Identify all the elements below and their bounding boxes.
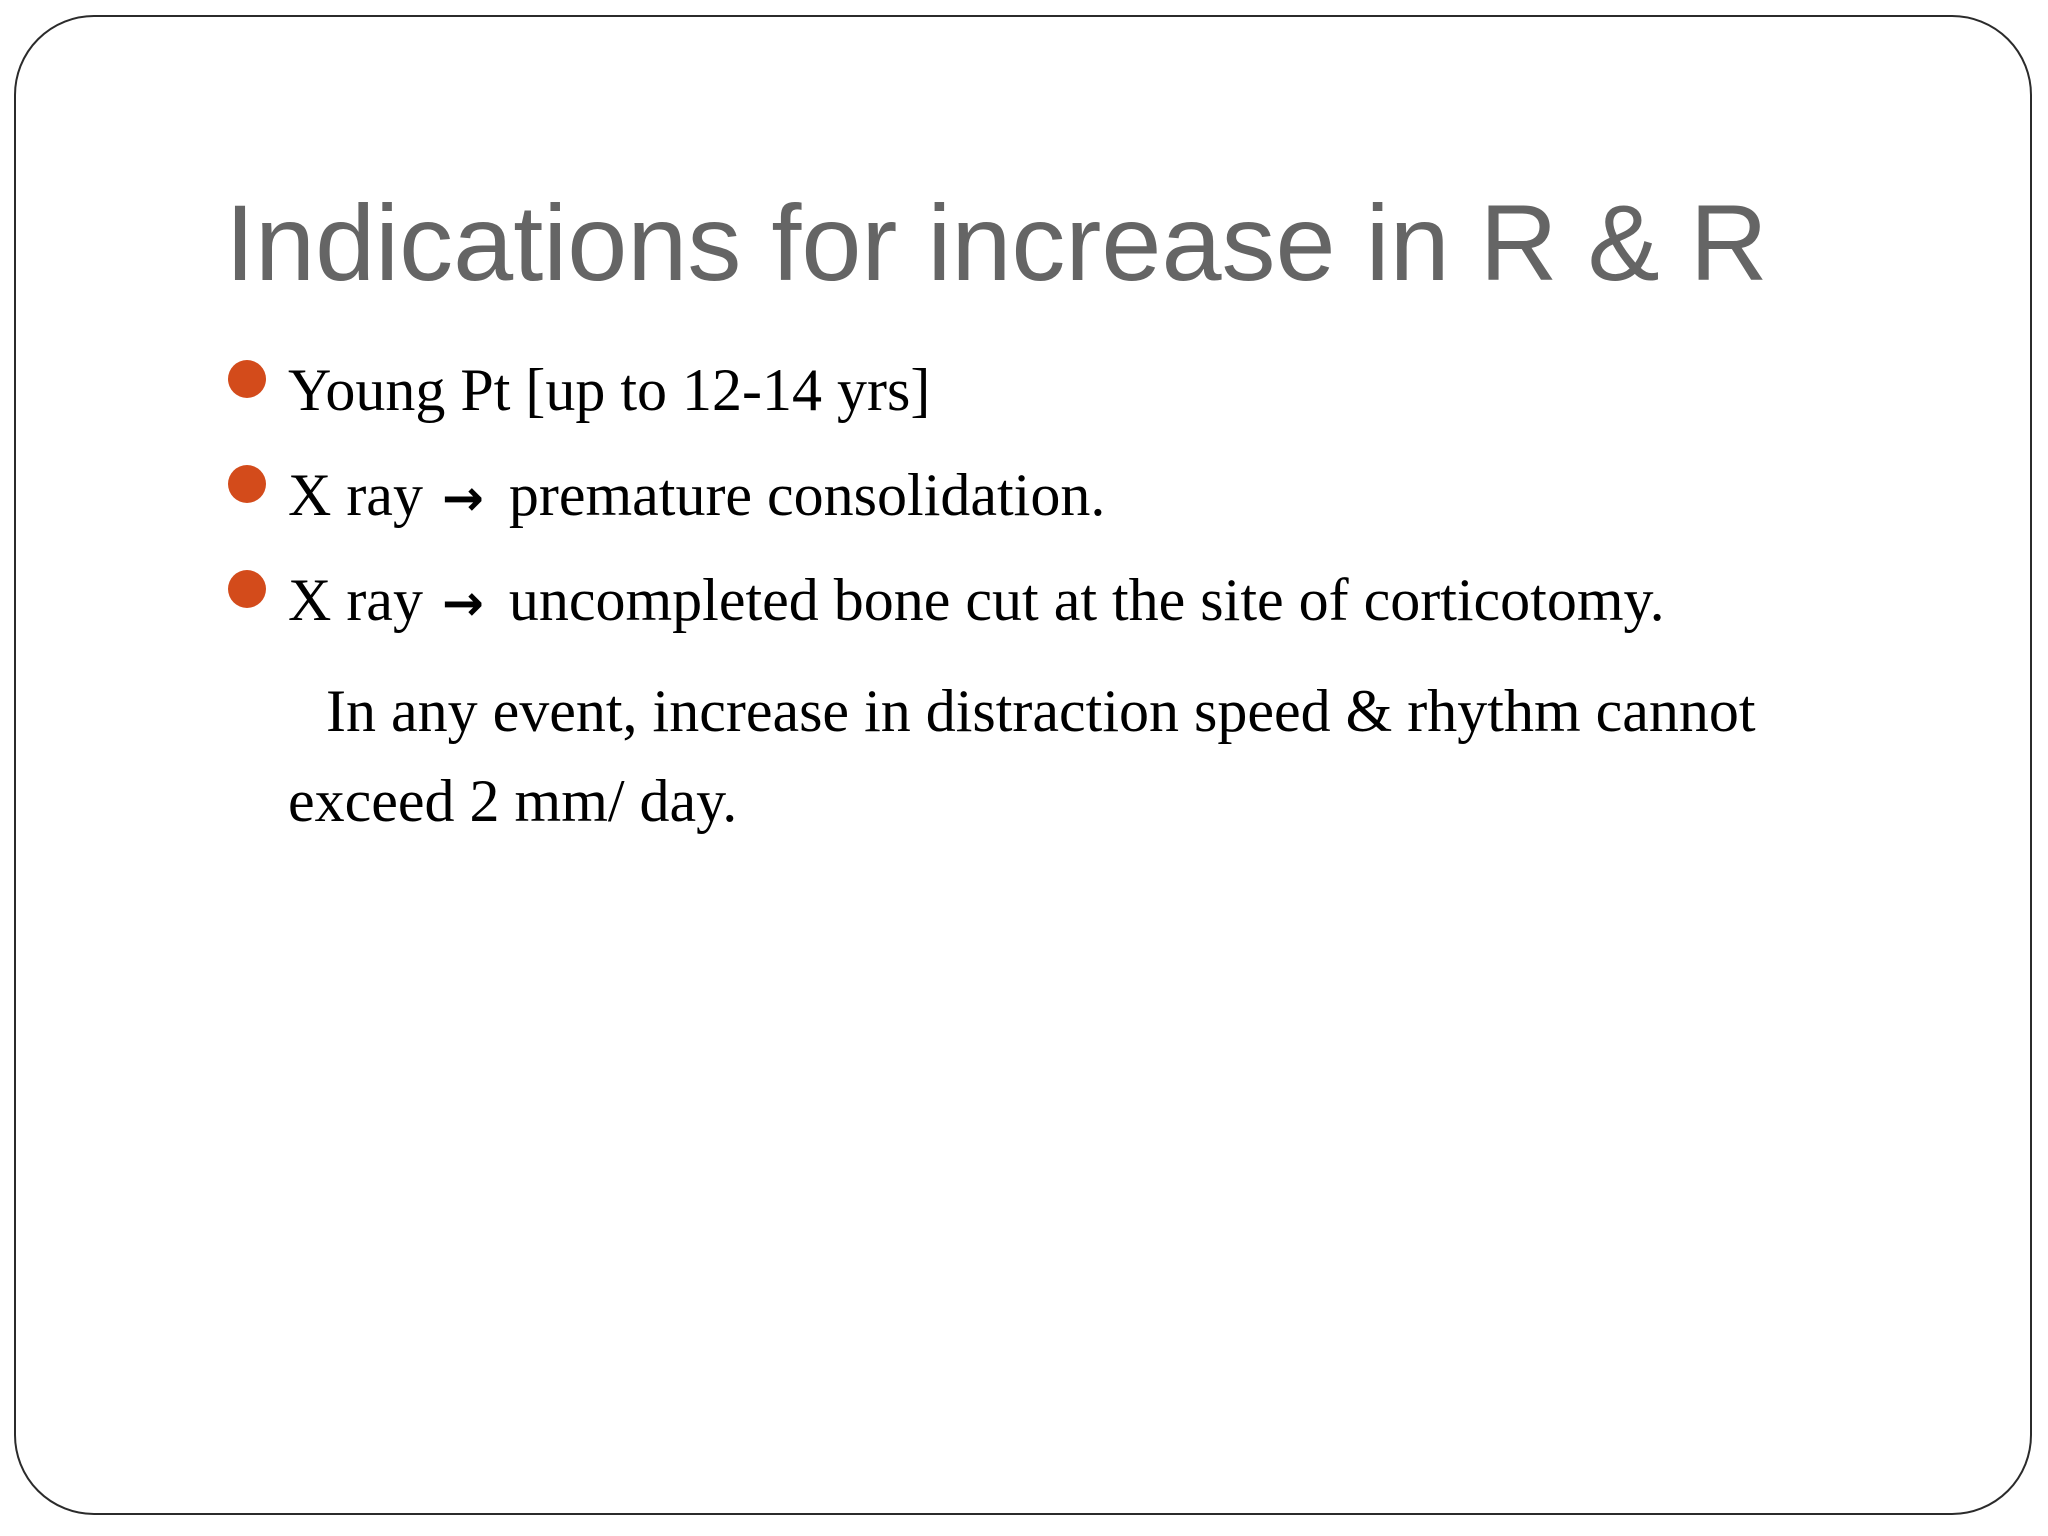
list-item: [226, 560, 1926, 665]
bullet-dot-icon: [228, 570, 266, 608]
bullet-dot-icon: [228, 465, 266, 503]
list-item: [226, 350, 1926, 455]
list-item: [226, 455, 1926, 560]
bullet-lead: Young Pt [up to 12-14 yrs]: [288, 357, 931, 423]
bullet-text: premature consolidation.: [508, 462, 1106, 528]
right-arrow-icon: →: [441, 574, 484, 632]
bullet-text: uncompleted bone cut at the site of corticotomy.: [508, 567, 1665, 633]
bullet-dot-icon: [228, 360, 266, 398]
right-arrow-icon: →: [441, 469, 484, 527]
bullet-list: [226, 350, 1926, 665]
note-paragraph: In any event, increase in distraction speed & rhythm cannot exceed 2 mm/ day.: [288, 678, 1756, 834]
bullet-lead: X ray: [288, 462, 423, 528]
slide-title: Indications for increase in R & R: [225, 182, 1768, 303]
bullet-lead: X ray: [288, 567, 423, 633]
